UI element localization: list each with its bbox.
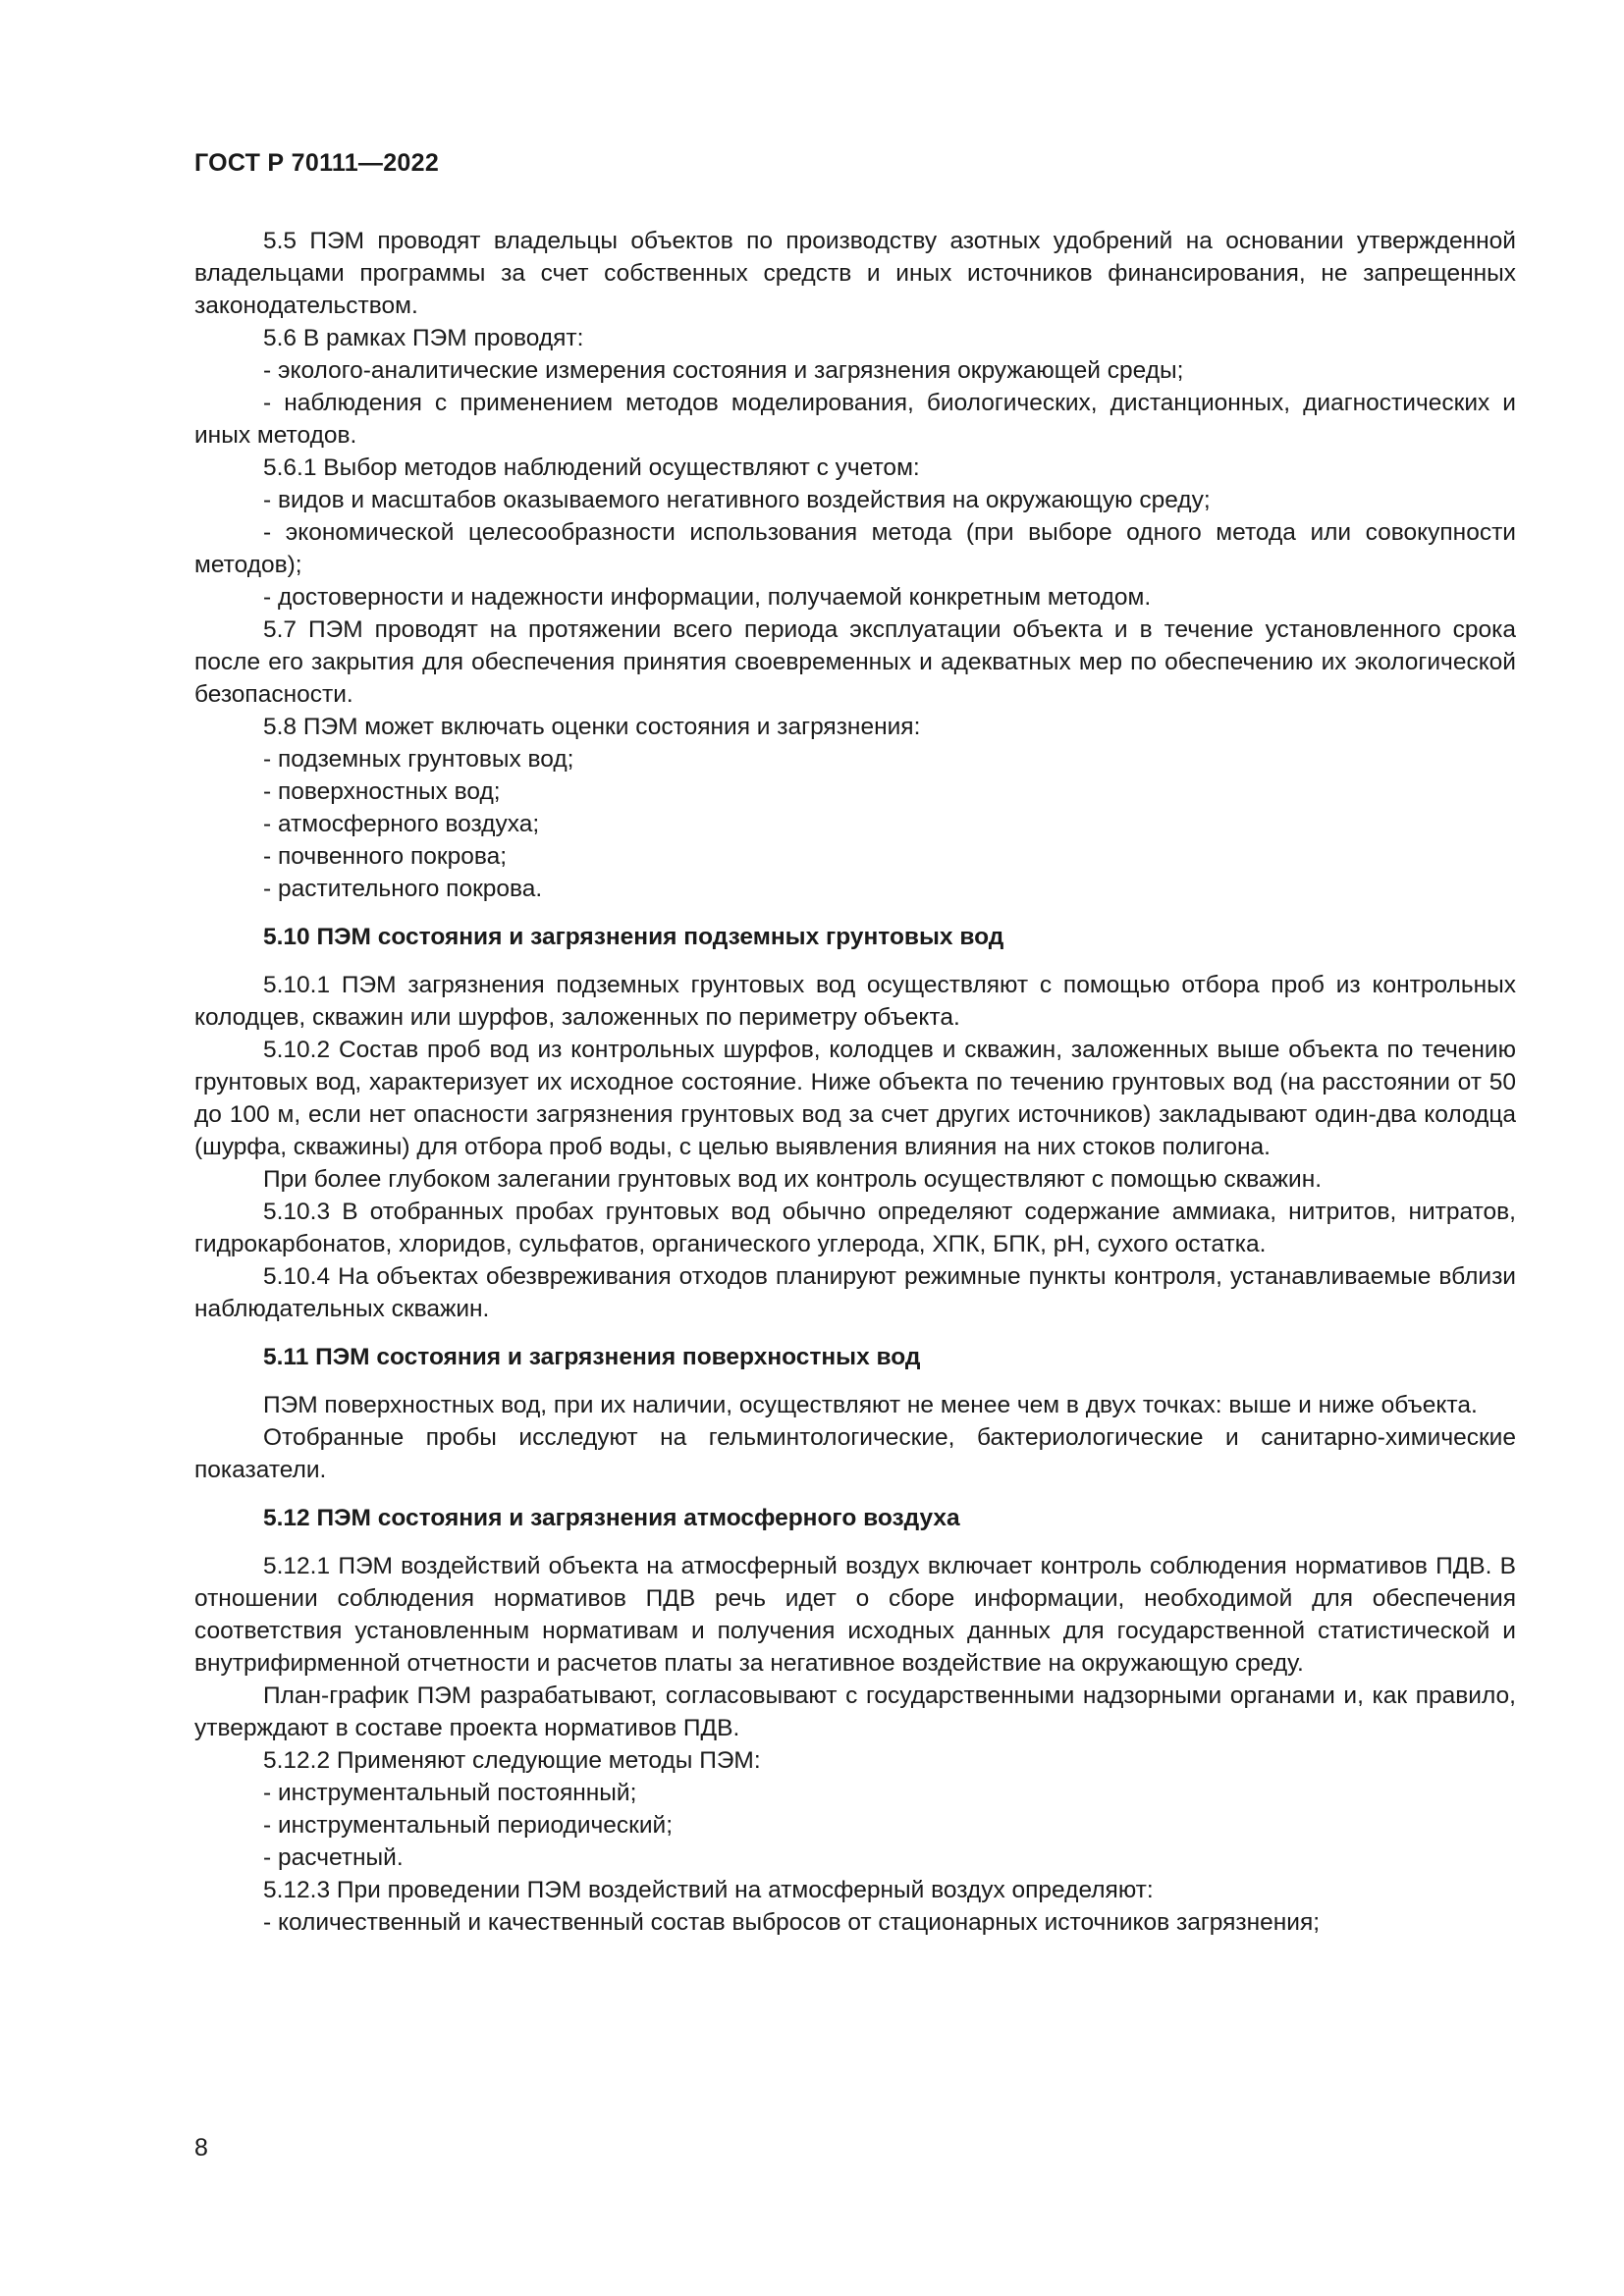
document-header: ГОСТ Р 70111—2022 xyxy=(194,149,440,177)
paragraph: 5.10.2 Состав проб вод из контрольных шурфов, колодцев и скважин, заложенных выше объекта по течению грунтовых вод, характеризует их исходное состояние. Ниже объекта по течению грунтовых вод (на расстоянии от 50 до 100 м, если нет опасности загрязнения грунтовых вод за счет других источников) закладывают один-два колодца (шурфа, скважины) для отбора проб воды, с целью выявления влияния на них стоков полигона. xyxy=(194,1037,1516,1160)
paragraph: 5.12.2 Применяют следующие методы ПЭМ: xyxy=(263,1747,761,1774)
paragraph: 5.6.1 Выбор методов наблюдений осуществляют с учетом: xyxy=(263,454,920,481)
list-item: - наблюдения с применением методов моделирования, биологических, дистанционных, диагностических и иных методов. xyxy=(194,390,1516,449)
paragraph: 5.8 ПЭМ может включать оценки состояния и загрязнения: xyxy=(263,714,921,740)
section-heading: 5.10 ПЭМ состояния и загрязнения подземных грунтовых вод xyxy=(263,924,1004,950)
paragraph: 5.10.1 ПЭМ загрязнения подземных грунтовых вод осуществляют с помощью отбора проб из контрольных колодцев, скважин или шурфов, заложенных по периметру объекта. xyxy=(194,972,1516,1031)
paragraph: ПЭМ поверхностных вод, при их наличии, осуществляют не менее чем в двух точках: выше и ниже объекта. xyxy=(263,1392,1478,1418)
paragraph: План-график ПЭМ разрабатывают, согласовывают с государственными надзорными органами и, как правило, утверждают в составе проекта нормативов ПДВ. xyxy=(194,1682,1516,1741)
list-item: - подземных грунтовых вод; xyxy=(263,746,574,773)
paragraph: 5.10.3 В отобранных пробах грунтовых вод обычно определяют содержание аммиака, нитритов, нитратов, гидрокарбонатов, хлоридов, сульфатов, органического углерода, ХПК, БПК, pH, сухого остатка. xyxy=(194,1199,1516,1257)
paragraph: 5.10.4 На объектах обезвреживания отходов планируют режимные пункты контроля, устанавливаемые вблизи наблюдательных скважин. xyxy=(194,1263,1516,1322)
paragraph: Отобранные пробы исследуют на гельминтологические, бактериологические и санитарно-химические показатели. xyxy=(194,1424,1516,1483)
list-item: - растительного покрова. xyxy=(263,876,543,902)
list-item: - поверхностных вод; xyxy=(263,778,501,805)
list-item: - атмосферного воздуха; xyxy=(263,811,540,837)
list-item: - количественный и качественный состав выбросов от стационарных источников загрязнения; xyxy=(263,1909,1321,1936)
list-item: - экономической целесообразности использования метода (при выборе одного метода или совокупности методов); xyxy=(194,519,1516,578)
list-item: - инструментальный постоянный; xyxy=(263,1780,637,1806)
list-item: - инструментальный периодический; xyxy=(263,1812,674,1839)
paragraph: 5.12.1 ПЭМ воздействий объекта на атмосферный воздух включает контроль соблюдения нормативов ПДВ. В отношении соблюдения нормативов ПДВ речь идет о сборе информации, необходимой для обеспечения соответствия установленным нормативам и получения исходных данных для государственной статистической и внутрифирменной отчетности и расчетов платы за негативное воздействие на окружающую среду. xyxy=(194,1553,1516,1677)
page-number: 8 xyxy=(194,2134,208,2162)
section-heading: 5.12 ПЭМ состояния и загрязнения атмосферного воздуха xyxy=(263,1505,960,1531)
list-item: - почвенного покрова; xyxy=(263,843,508,870)
paragraph: 5.12.3 При проведении ПЭМ воздействий на атмосферный воздух определяют: xyxy=(263,1877,1154,1903)
list-item: - достоверности и надежности информации, получаемой конкретным методом. xyxy=(263,584,1152,611)
paragraph: 5.7 ПЭМ проводят на протяжении всего периода эксплуатации объекта и в течение установленного срока после его закрытия для обеспечения принятия своевременных и адекватных мер по обеспечению их экологической безопасности. xyxy=(194,616,1516,708)
section-heading: 5.11 ПЭМ состояния и загрязнения поверхностных вод xyxy=(263,1344,921,1370)
paragraph: При более глубоком залегании грунтовых вод их контроль осуществляют с помощью скважин. xyxy=(263,1166,1323,1193)
paragraph: 5.5 ПЭМ проводят владельцы объектов по производству азотных удобрений на основании утвержденной владельцами программы за счет собственных средств и иных источников финансирования, не запрещенных законодательством. xyxy=(194,228,1516,319)
document-body xyxy=(194,225,1516,1939)
list-item: - эколого-аналитические измерения состояния и загрязнения окружающей среды; xyxy=(263,357,1184,384)
list-item: - видов и масштабов оказываемого негативного воздействия на окружающую среду; xyxy=(263,487,1211,513)
paragraph: 5.6 В рамках ПЭМ проводят: xyxy=(263,325,584,351)
list-item: - расчетный. xyxy=(263,1844,404,1871)
